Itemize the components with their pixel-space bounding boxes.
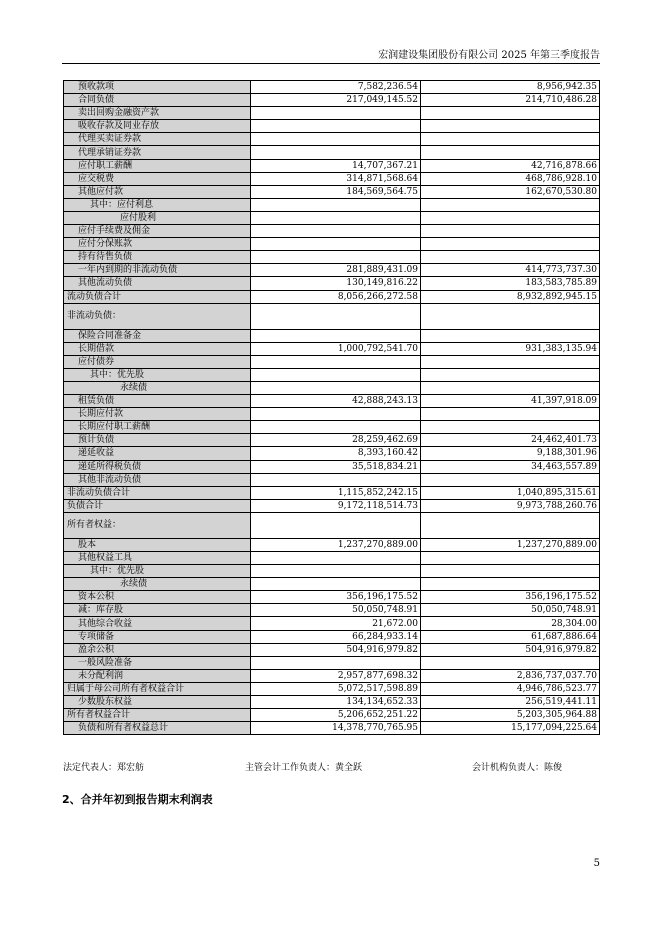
table-row	[64, 696, 600, 709]
row-label: 归属于母公司所有者权益合计	[64, 682, 251, 695]
period-end-value	[251, 238, 421, 251]
row-label: 一年内到期的非流动负债	[64, 264, 251, 277]
year-start-value: 50,050,748.91	[421, 604, 600, 617]
table-row	[64, 682, 600, 695]
row-label: 应付手续费及佣金	[64, 225, 251, 238]
period-end-value	[251, 198, 421, 211]
row-label: 预收款项	[64, 81, 251, 94]
period-end-value	[251, 381, 421, 394]
row-label: 永续债	[64, 381, 251, 394]
year-start-value: 256,519,441.11	[421, 696, 600, 709]
year-start-value: 214,710,486.28	[421, 94, 600, 107]
header-divider	[62, 63, 600, 64]
table-row	[64, 277, 600, 290]
year-start-value	[421, 198, 600, 211]
table-row	[64, 251, 600, 264]
period-end-value: 66,284,933.14	[251, 630, 421, 643]
row-label: 未分配利润	[64, 669, 251, 682]
row-label: 其他流动负债	[64, 277, 251, 290]
row-label: 其中：优先股	[64, 565, 251, 578]
table-row	[64, 225, 600, 238]
row-label: 预计负债	[64, 434, 251, 447]
period-end-value: 5,072,517,598.89	[251, 682, 421, 695]
period-end-value	[251, 355, 421, 368]
period-end-value	[251, 211, 421, 224]
year-start-value	[421, 251, 600, 264]
row-label: 所有者权益合计	[64, 709, 251, 722]
row-label: 应付分保账款	[64, 238, 251, 251]
table-row	[64, 303, 600, 329]
table-row	[64, 630, 600, 643]
year-start-value: 4,946,786,523.77	[421, 682, 600, 695]
table-row	[64, 107, 600, 120]
table-row	[64, 499, 600, 512]
period-end-value: 134,134,652.33	[251, 696, 421, 709]
period-end-value: 14,378,770,765.95	[251, 722, 421, 735]
row-label: 持有待售负债	[64, 251, 251, 264]
year-start-value: 34,463,557.89	[421, 460, 600, 473]
row-label: 递延所得税负债	[64, 460, 251, 473]
year-start-value	[421, 381, 600, 394]
balance-sheet-table	[63, 80, 600, 735]
year-start-value	[421, 146, 600, 159]
table-row	[64, 473, 600, 486]
period-end-value	[251, 421, 421, 434]
table-row	[64, 656, 600, 669]
legal-representative: 法定代表人：郑宏舫	[63, 763, 145, 773]
row-label: 应付股利	[64, 211, 251, 224]
row-label: 长期应付职工薪酬	[64, 421, 251, 434]
year-start-value	[421, 238, 600, 251]
table-row	[64, 578, 600, 591]
row-label: 长期借款	[64, 342, 251, 355]
year-start-value: 183,583,785.89	[421, 277, 600, 290]
table-row	[64, 447, 600, 460]
period-end-value	[251, 107, 421, 120]
table-row	[64, 408, 600, 421]
period-end-value: 504,916,979.82	[251, 643, 421, 656]
row-label: 流动负债合计	[64, 290, 251, 303]
row-label: 专项储备	[64, 630, 251, 643]
period-end-value	[251, 473, 421, 486]
year-start-value	[421, 211, 600, 224]
table-row	[64, 355, 600, 368]
period-end-value: 314,871,568.64	[251, 172, 421, 185]
period-end-value: 9,172,118,514.73	[251, 499, 421, 512]
table-row	[64, 617, 600, 630]
year-start-value: 5,203,305,964.88	[421, 709, 600, 722]
year-start-value: 8,956,942.35	[421, 81, 600, 94]
year-start-value: 8,932,892,945.15	[421, 290, 600, 303]
row-label: 应付债券	[64, 355, 251, 368]
table-row	[64, 94, 600, 107]
year-start-value	[421, 133, 600, 146]
table-row	[64, 421, 600, 434]
year-start-value	[421, 565, 600, 578]
year-start-value: 9,973,788,260.76	[421, 499, 600, 512]
row-label: 其他权益工具	[64, 552, 251, 565]
year-start-value: 15,177,094,225.64	[421, 722, 600, 735]
row-label: 应交税费	[64, 172, 251, 185]
period-end-value	[251, 512, 421, 538]
year-start-value	[421, 656, 600, 669]
table-row	[64, 512, 600, 538]
row-label: 长期应付款	[64, 408, 251, 421]
year-start-value: 162,670,530.80	[421, 185, 600, 198]
table-row	[64, 669, 600, 682]
period-end-value: 217,049,145.52	[251, 94, 421, 107]
period-end-value	[251, 368, 421, 381]
row-label: 减：库存股	[64, 604, 251, 617]
year-start-value	[421, 552, 600, 565]
year-start-value	[421, 355, 600, 368]
table-row	[64, 172, 600, 185]
year-start-value: 24,462,401.73	[421, 434, 600, 447]
period-end-value	[251, 303, 421, 329]
row-label: 合同负债	[64, 94, 251, 107]
period-end-value: 8,056,266,272.58	[251, 290, 421, 303]
balance-sheet-body	[64, 81, 600, 735]
table-row	[64, 368, 600, 381]
row-label: 应付职工薪酬	[64, 159, 251, 172]
period-end-value	[251, 146, 421, 159]
row-label: 其他非流动负债	[64, 473, 251, 486]
row-label: 卖出回购金融资产款	[64, 107, 251, 120]
year-start-value	[421, 225, 600, 238]
accounting-department-head: 会计机构负责人：陈俊	[472, 763, 563, 773]
period-end-value	[251, 578, 421, 591]
period-end-value: 28,259,462.69	[251, 434, 421, 447]
table-row	[64, 146, 600, 159]
period-end-value	[251, 565, 421, 578]
year-start-value: 61,687,886.64	[421, 630, 600, 643]
table-row	[64, 709, 600, 722]
row-label: 吸收存款及同业存放	[64, 120, 251, 133]
table-row	[64, 565, 600, 578]
year-start-value: 1,237,270,889.00	[421, 538, 600, 551]
period-end-value	[251, 408, 421, 421]
row-label: 保险合同准备金	[64, 329, 251, 342]
year-start-value: 28,304.00	[421, 617, 600, 630]
row-label: 其他应付款	[64, 185, 251, 198]
period-end-value	[251, 656, 421, 669]
year-start-value	[421, 120, 600, 133]
period-end-value: 1,115,852,242.15	[251, 486, 421, 499]
table-row	[64, 486, 600, 499]
table-row	[64, 238, 600, 251]
section-title: 2、合并年初到报告期末利润表	[62, 793, 213, 806]
row-label: 所有者权益：	[64, 512, 251, 538]
row-label: 代理承销证券款	[64, 146, 251, 159]
row-label: 非流动负债：	[64, 303, 251, 329]
year-start-value: 2,836,737,037.70	[421, 669, 600, 682]
row-label: 其他综合收益	[64, 617, 251, 630]
table-row	[64, 198, 600, 211]
row-label: 代理买卖证券款	[64, 133, 251, 146]
table-row	[64, 460, 600, 473]
period-end-value: 5,206,652,251.22	[251, 709, 421, 722]
period-end-value: 42,888,243.13	[251, 395, 421, 408]
row-label: 负债合计	[64, 499, 251, 512]
period-end-value: 21,672.00	[251, 617, 421, 630]
row-label: 其中：优先股	[64, 368, 251, 381]
row-label: 资本公积	[64, 591, 251, 604]
period-end-value: 7,582,236.54	[251, 81, 421, 94]
year-start-value	[421, 473, 600, 486]
year-start-value	[421, 329, 600, 342]
table-row	[64, 264, 600, 277]
year-start-value: 504,916,979.82	[421, 643, 600, 656]
year-start-value	[421, 512, 600, 538]
year-start-value	[421, 368, 600, 381]
year-start-value	[421, 578, 600, 591]
table-row	[64, 722, 600, 735]
table-row	[64, 342, 600, 355]
period-end-value: 1,000,792,541.70	[251, 342, 421, 355]
period-end-value: 1,237,270,889.00	[251, 538, 421, 551]
table-row	[64, 185, 600, 198]
year-start-value: 356,196,175.52	[421, 591, 600, 604]
period-end-value	[251, 225, 421, 238]
year-start-value: 1,040,895,315.61	[421, 486, 600, 499]
year-start-value	[421, 421, 600, 434]
period-end-value: 14,707,367.21	[251, 159, 421, 172]
year-start-value: 414,773,737.30	[421, 264, 600, 277]
year-start-value	[421, 303, 600, 329]
table-row	[64, 434, 600, 447]
period-end-value: 281,889,431.09	[251, 264, 421, 277]
year-start-value: 41,397,918.09	[421, 395, 600, 408]
table-row	[64, 604, 600, 617]
table-row	[64, 133, 600, 146]
row-label: 永续债	[64, 578, 251, 591]
year-start-value	[421, 107, 600, 120]
period-end-value: 2,957,877,698.32	[251, 669, 421, 682]
row-label: 股本	[64, 538, 251, 551]
row-label: 其中：应付利息	[64, 198, 251, 211]
year-start-value: 468,786,928.10	[421, 172, 600, 185]
row-label: 一般风险准备	[64, 656, 251, 669]
period-end-value	[251, 133, 421, 146]
row-label: 递延收益	[64, 447, 251, 460]
row-label: 负债和所有者权益总计	[64, 722, 251, 735]
period-end-value: 35,518,834.21	[251, 460, 421, 473]
period-end-value	[251, 329, 421, 342]
table-row	[64, 643, 600, 656]
report-header-title: 宏润建设集团股份有限公司 2025 年第三季度报告	[378, 50, 600, 61]
period-end-value: 184,569,564.75	[251, 185, 421, 198]
year-start-value: 9,188,301.96	[421, 447, 600, 460]
row-label: 租赁负债	[64, 395, 251, 408]
table-row	[64, 120, 600, 133]
table-row	[64, 159, 600, 172]
table-row	[64, 538, 600, 551]
period-end-value: 356,196,175.52	[251, 591, 421, 604]
table-row	[64, 381, 600, 394]
table-row	[64, 211, 600, 224]
accounting-supervisor: 主管会计工作负责人：黄全跃	[245, 763, 363, 773]
period-end-value	[251, 552, 421, 565]
table-row	[64, 290, 600, 303]
table-row	[64, 591, 600, 604]
period-end-value	[251, 120, 421, 133]
year-start-value: 42,716,878.66	[421, 159, 600, 172]
period-end-value: 50,050,748.91	[251, 604, 421, 617]
table-row	[64, 552, 600, 565]
period-end-value: 8,393,160.42	[251, 447, 421, 460]
row-label: 非流动负债合计	[64, 486, 251, 499]
page-number: 5	[593, 858, 600, 869]
year-start-value	[421, 408, 600, 421]
period-end-value: 130,149,816.22	[251, 277, 421, 290]
table-row	[64, 81, 600, 94]
table-row	[64, 329, 600, 342]
row-label: 少数股东权益	[64, 696, 251, 709]
table-row	[64, 395, 600, 408]
year-start-value: 931,383,135.94	[421, 342, 600, 355]
row-label: 盈余公积	[64, 643, 251, 656]
period-end-value	[251, 251, 421, 264]
